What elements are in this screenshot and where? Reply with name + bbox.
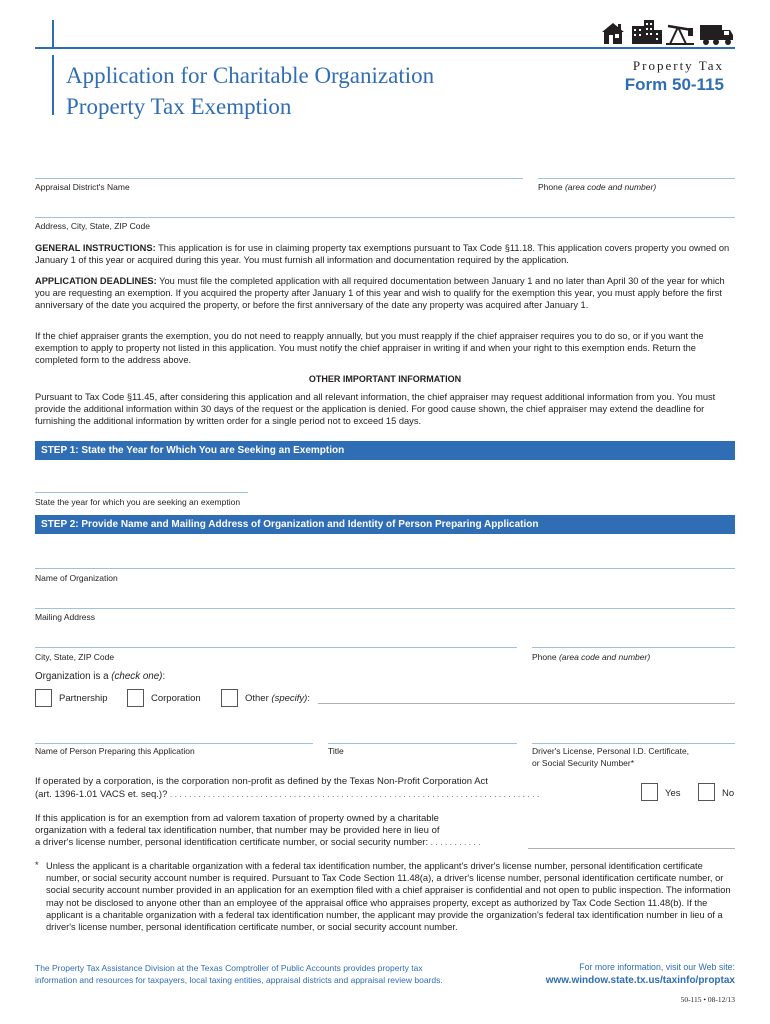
org-type-prompt: Organization is a (check one): <box>35 671 166 682</box>
other-checkbox[interactable] <box>221 689 238 707</box>
district-address-label: Address, City, State, ZIP Code <box>35 221 150 231</box>
district-phone-label: Phone (area code and number) <box>538 182 657 192</box>
header-accent-line-top <box>52 20 54 47</box>
other-specify-field[interactable] <box>318 703 735 704</box>
step2-heading: STEP 2: Provide Name and Mailing Address of Organization and Identity of Person Preparing Application <box>35 515 735 534</box>
license-label-line2: or Social Security Number* <box>532 758 635 768</box>
footer-website-link[interactable]: www.window.state.tx.us/taxinfo/proptax <box>545 975 735 986</box>
corporation-checkbox[interactable] <box>127 689 144 707</box>
header-accent-line <box>52 55 54 115</box>
footer-division-line2: information and resources for taxpayers, local taxing entities, appraisal districts and appraisal review boards. <box>35 975 443 985</box>
general-instructions: GENERAL INSTRUCTIONS: This application is for use in claiming property tax exemptions pursuant to Tax Code §11.18. This application covers property you owned on January 1 of this year or acquired during this year. You must furnish all information and documentation required by the application. <box>35 243 730 266</box>
federal-id-field[interactable] <box>528 848 735 849</box>
header-rule <box>35 47 735 49</box>
nonprofit-yes-checkbox[interactable] <box>641 783 658 801</box>
footer-division-line1: The Property Tax Assistance Division at the Texas Comptroller of Public Accounts provides property tax <box>35 963 423 973</box>
federal-id-text-line2: organization with a federal tax identification number, that number may be provided here in lieu of <box>35 825 440 836</box>
other-info-text: Pursuant to Tax Code §11.45, after considering this application and all relevant information, the chief appraiser may request additional information from you. You must provide the additional information within 30 days of the request or the application is denied. For good cause shown, the chief appraiser may extend the deadline for furnishing the additional information by written order for a single period not to exceed 15 days. <box>35 392 716 427</box>
appraisal-district-field[interactable] <box>35 178 523 179</box>
preparer-title-field[interactable] <box>328 743 517 744</box>
partnership-label: Partnership <box>59 693 108 704</box>
district-phone-field[interactable] <box>538 178 735 179</box>
nonprofit-question-line2: (art. 1396-1.01 VACS et. seq.)? . . . . . . . . . . . . . . . . . . . . . . . . . . . . . . . . . . . . . . . . . . . . . . . . . . . . . . . . . . . . . . . . . . . . . . . . . . . . . . <box>35 789 540 800</box>
house-icon <box>602 23 624 44</box>
organization-name-label: Name of Organization <box>35 573 118 583</box>
office-building-icon <box>632 20 662 44</box>
other-label: Other (specify): <box>245 693 310 704</box>
form-revision-code: 50-115 • 08-12/13 <box>680 995 735 1004</box>
nonprofit-no-label: No <box>722 788 735 799</box>
application-deadlines: APPLICATION DEADLINES: You must file the completed application with all required documentation between January 1 and no later than April 30 of the year for which you are requesting an exemption. If you acquired the property after January 1 of this year and wish to qualify for the exemption this year, you must apply before the first anniversary of the date you acquired the property, or before the first anniversary of the date any property was acquired after January 1. <box>35 276 725 311</box>
corporation-label: Corporation <box>151 693 201 704</box>
org-phone-field[interactable] <box>532 647 735 648</box>
preparer-name-field[interactable] <box>35 743 313 744</box>
form-number: Form 50-115 <box>624 75 724 94</box>
nonprofit-question-line1: If operated by a corporation, is the corporation non-profit as defined by the Texas Non-Profit Corporation Act <box>35 776 488 787</box>
oil-pump-icon <box>666 26 694 45</box>
nonprofit-no-checkbox[interactable] <box>698 783 715 801</box>
mailing-address-field[interactable] <box>35 608 735 609</box>
form-title-line1: Application for Charitable Organization <box>66 63 435 88</box>
preparer-name-label: Name of Person Preparing this Application <box>35 746 195 756</box>
truck-icon <box>700 25 733 45</box>
org-city-field[interactable] <box>35 647 517 648</box>
federal-id-text-line1: If this application is for an exemption from ad valorem taxation of property owned by a charitable <box>35 813 439 824</box>
license-number-field[interactable] <box>532 743 735 744</box>
form-title-line2: Property Tax Exemption <box>66 94 292 119</box>
federal-id-text-line3: a driver's license number, personal identification certificate number, or social security number: . . . . . . . . . . . <box>35 837 481 848</box>
footer-more-info: For more information, visit our Web site: <box>579 962 735 972</box>
license-label-line1: Driver's License, Personal I.D. Certificate, <box>532 746 690 756</box>
nonprofit-yes-label: Yes <box>665 788 681 799</box>
footnote-text: Unless the applicant is a charitable organization with a federal tax identification number, the applicant's driver's license number, personal identification certificate number, or social security account number is required. Pursuant to Tax Code Section 11.48(a), a driver's license number, personal identification certificate number, or social security account number provided in an application for an exemption filed with a chief appraiser is confidential and not open to public inspection. The information may not be disclosed to anyone other than an employee of the appraisal office who appraises property, except as authorized by Tax Code Section 11.48(b). If the applicant is a charitable organization with a federal tax identification number, the applicant may provide the organization's federal tax identification number in lieu of a driver's license number, personal identification certificate number, or social security account number. <box>46 861 731 933</box>
exemption-year-field[interactable] <box>35 492 248 493</box>
other-info-heading: OTHER IMPORTANT INFORMATION <box>308 374 462 384</box>
footer-division-text <box>35 962 505 986</box>
organization-name-field[interactable] <box>35 568 735 569</box>
footnote-mark: * <box>35 860 39 870</box>
exemption-year-label: State the year for which you are seeking an exemption <box>35 497 241 507</box>
reapply-instructions: If the chief appraiser grants the exemption, you do not need to reapply annually, but you must reapply if the chief appraiser requires you to do so, or if you want the exemption to apply to property not listed in this application. You must notify the chief appraiser in writing if and when your right to this exemption ends. Return the completed form to the address above. <box>35 331 704 366</box>
appraisal-district-label: Appraisal District's Name <box>35 182 130 192</box>
header-illustration <box>600 18 735 46</box>
preparer-title-label: Title <box>328 746 344 756</box>
step1-heading: STEP 1: State the Year for Which You are Seeking an Exemption <box>35 441 735 460</box>
form-category: Property Tax <box>632 58 724 73</box>
mailing-address-label: Mailing Address <box>35 612 96 622</box>
partnership-checkbox[interactable] <box>35 689 52 707</box>
district-address-field[interactable] <box>35 217 735 218</box>
org-phone-label: Phone (area code and number) <box>532 652 651 662</box>
org-city-label: City, State, ZIP Code <box>35 652 115 662</box>
